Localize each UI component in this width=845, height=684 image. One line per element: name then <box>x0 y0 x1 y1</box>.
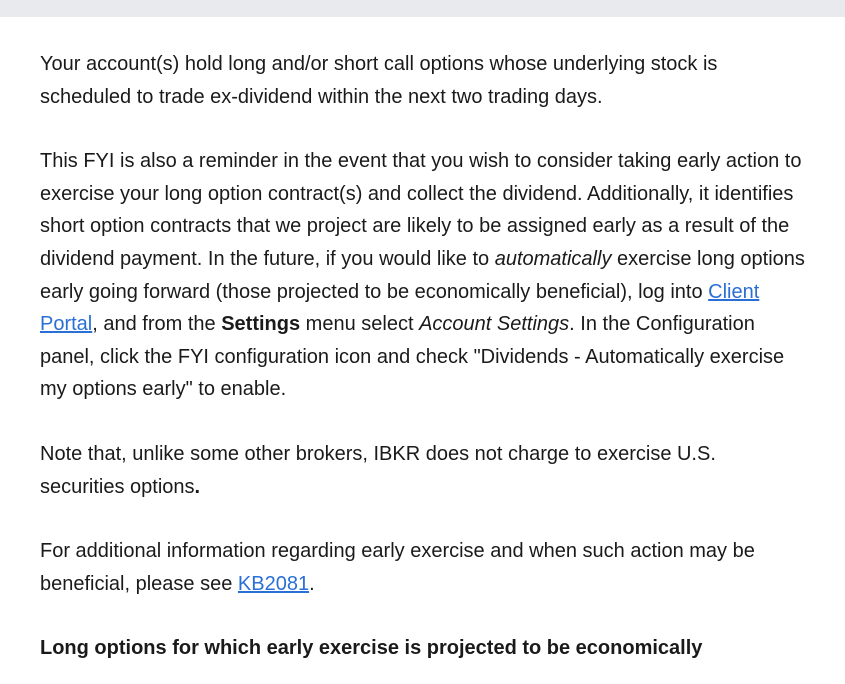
top-bar <box>0 0 845 17</box>
additional-info-text: For additional information regarding early exercise and when such action may be beneficial, please see <box>40 540 755 595</box>
additional-info-end: . <box>309 572 315 595</box>
automatically-emphasis: automatically <box>494 247 612 270</box>
email-body <box>0 17 845 665</box>
client-portal-link[interactable]: Client Portal <box>40 280 760 336</box>
reminder-text-5: . In the Configuration panel, click the FYI configuration icon and check "Dividends - Automatically exercise my options early" to enable. <box>40 313 785 401</box>
commission-note-text: Note that, unlike some other brokers, IBKR does not charge to exercise U.S. securities options <box>40 442 716 498</box>
intro-paragraph: Your account(s) hold long and/or short call options whose underlying stock is scheduled to trade ex-dividend within the next two trading days. <box>40 53 718 108</box>
reminder-text-2: exercise long options early going forward (those projected to be economically beneficial), log into <box>40 247 805 303</box>
kb2081-link[interactable]: KB2081 <box>237 572 310 595</box>
reminder-text-3: , and from the <box>92 313 222 336</box>
long-options-heading: Long options for which early exercise is projected to be economically <box>40 637 703 660</box>
reminder-text-4: menu select <box>300 313 420 336</box>
settings-bold: Settings <box>221 313 301 336</box>
account-settings-emphasis: Account Settings <box>419 313 570 336</box>
additional-info-paragraph <box>40 535 805 600</box>
commission-note-period: . <box>194 475 201 498</box>
commission-note-paragraph <box>40 438 805 503</box>
reminder-text-1: This FYI is also a reminder in the event that you wish to consider taking early action to exercise your long option contract(s) and collect the dividend. Additionally, it identifies short option contracts that we project are likely to be assigned early as a result of the dividend payment. In the future, if you would like to <box>40 150 802 270</box>
reminder-paragraph <box>40 145 805 406</box>
